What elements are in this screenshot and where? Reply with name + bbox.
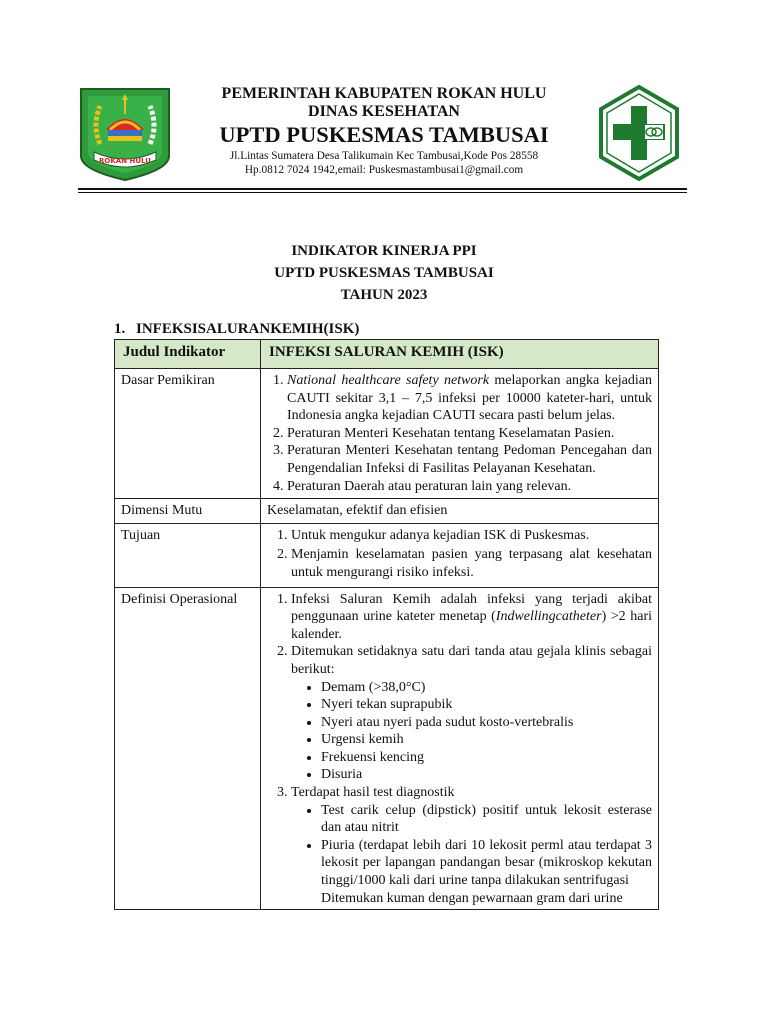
document-title (0, 240, 768, 306)
row-label: Definisi Operasional (115, 587, 261, 909)
header-label: Judul Indikator (115, 340, 261, 369)
list-item-text: Ditemukan setidaknya satu dari tanda atau gejala klinis sebagai berikut: (291, 644, 652, 677)
list-item: 2. Menjamin keselamatan pasien yang terpasang alat kesehatan untuk mengurangi risiko infeksi. (291, 546, 652, 581)
row-label: Dimensi Mutu (115, 499, 261, 524)
address-line: Jl.Lintas Sumatera Desa Talikumain Kec Tambusai,Kode Pos 28558 (229, 150, 539, 162)
list-item: 1. Untuk mengukur adanya kejadian ISK di Puskesmas. (291, 527, 652, 545)
list-item: 2. Peraturan Menteri Kesehatan tentang Keselamatan Pasien. (287, 425, 652, 443)
letterhead-rule-thin (78, 192, 687, 193)
rokan-hulu-emblem-icon (78, 86, 172, 182)
title-line-1: INDIKATOR KINERJA PPI (291, 243, 477, 259)
section-heading (114, 320, 359, 338)
list-item: 4. Peraturan Daerah atau peraturan lain yang relevan. (287, 478, 652, 496)
table-row-header (115, 340, 659, 369)
table-row-tujuan (115, 523, 659, 587)
indicator-table (114, 339, 659, 910)
list-item (291, 591, 652, 644)
row-label: Tujuan (115, 523, 261, 587)
list-item: 3. Peraturan Menteri Kesehatan tentang Pedoman Pencegahan dan Pengendalian Infeksi di Fasilitas Pelayanan Kesehatan. (287, 442, 652, 477)
table-row-dimensi-mutu (115, 499, 659, 524)
institution-name: UPTD PUSKESMAS TAMBUSAI (219, 122, 549, 147)
letterhead (78, 84, 686, 184)
header-value: INFEKSI SALURAN KEMIH (ISK) (261, 340, 659, 369)
bullet-item: • Test carik celup (dipstick) positif untuk lekosit esterase dan atau nitrit (321, 802, 652, 837)
list-item (291, 784, 652, 906)
italic-text: Indwellingcatheter (495, 609, 602, 625)
bullet-item: • Nyeri tekan suprapubik (321, 696, 652, 714)
department-name: DINAS KESEHATAN (308, 103, 460, 120)
title-line-3: TAHUN 2023 (340, 287, 428, 303)
italic-text: National healthcare safety network (287, 373, 490, 388)
list-item (291, 643, 652, 784)
list-item-text: Infeksi Saluran Kemih adalah infeksi yang terjadi akibat penggunaan urine kateter menetap ( (291, 591, 652, 625)
bullet-item: • Urgensi kemih (321, 731, 652, 749)
list-item (287, 372, 652, 425)
emblem-text: ROKAN HULU (99, 157, 151, 165)
puskesmas-logo-icon (597, 84, 681, 182)
letterhead-text (174, 84, 594, 177)
bullet-item: • Disuria (321, 766, 652, 784)
list-item-text: melaporkan angka kejadian CAUTI sekitar 3,1 – 7,5 infeksi per 10000 kateter-hari, untuk Indonesia angka kejadian CAUTI secara pasti belum jelas. (287, 373, 652, 424)
row-value: Keselamatan, efektif dan efisien (261, 499, 659, 524)
table-row-definisi-operasional (115, 587, 659, 909)
list-item-text: Terdapat hasil test diagnostik (291, 785, 455, 801)
title-line-2: UPTD PUSKESMAS TAMBUSAI (274, 265, 494, 281)
row-value (261, 587, 659, 909)
bullet-item: • Piuria (terdapat lebih dari 10 lekosit perml atau terdapat 3 lekosit per lapangan pandangan besar (mikroskop kekutan tinggi/1000 kali dari urine tanpa dilakukan sentrifugasi (321, 837, 652, 890)
row-value (261, 369, 659, 499)
row-label: Dasar Pemikiran (115, 369, 261, 499)
table-row-dasar-pemikiran (115, 369, 659, 499)
letterhead-rule-thick (78, 188, 687, 190)
contact-line: Hp.0812 7024 1942,email: Puskesmastambusai1@gmail.com (244, 164, 524, 176)
list-item-text: ) >2 hari kalender. (291, 609, 652, 642)
government-name: PEMERINTAH KABUPATEN ROKAN HULU (221, 85, 547, 102)
section-number: 1. (114, 321, 126, 337)
bullet-item: • Frekuensi kencing (321, 749, 652, 767)
bullet-item: • Demam (>38,0°C) (321, 679, 652, 697)
row-value (261, 523, 659, 587)
bullet-item: • Ditemukan kuman dengan pewarnaan gram dari urine (321, 890, 652, 906)
bullet-item: • Nyeri atau nyeri pada sudut kosto-vertebralis (321, 714, 652, 732)
section-title: INFEKSISALURANKEMIH(ISK) (136, 321, 360, 337)
